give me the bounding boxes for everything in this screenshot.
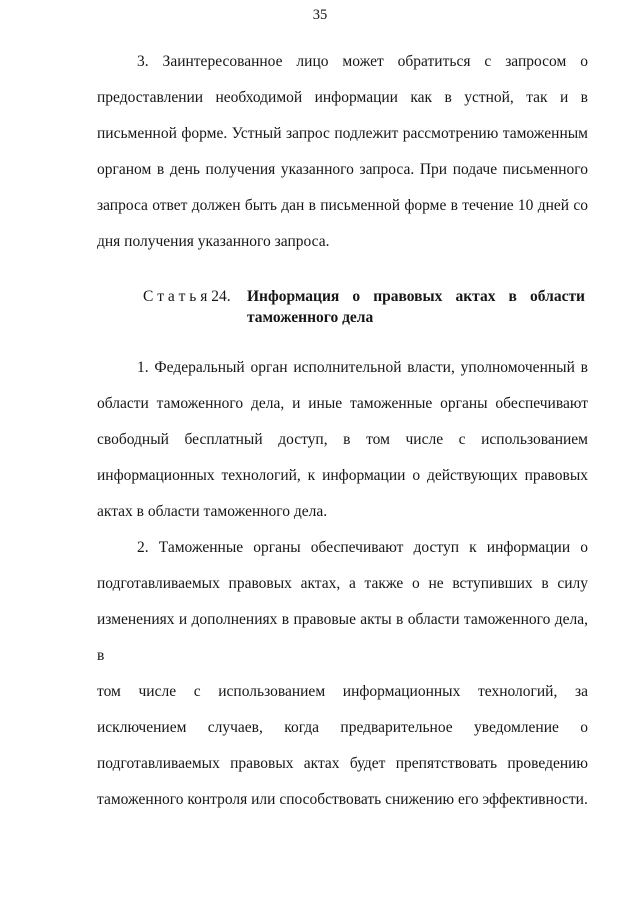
article-24-heading bbox=[97, 286, 588, 328]
paragraph-line: подготавливаемых правовых актах, а также о не вступивших в силу bbox=[97, 575, 588, 592]
paragraph-line: исключением случаев, когда предварительное уведомление о bbox=[97, 719, 588, 736]
paragraph-line: свободный бесплатный доступ, в том числе с использованием bbox=[97, 431, 588, 448]
page-number: 35 bbox=[312, 7, 328, 23]
paragraph-line: запроса ответ должен быть дан в письменной форме в течение 10 дней со bbox=[97, 197, 588, 214]
page-content bbox=[97, 44, 588, 818]
paragraph-line: предоставлении необходимой информации как в устной, так и в bbox=[97, 89, 588, 106]
paragraph-line: письменной форме. Устный запрос подлежит рассмотрению таможенным bbox=[97, 125, 588, 142]
paragraph-line: актах в области таможенного дела. bbox=[97, 503, 328, 520]
paragraph-line: изменениях и дополнениях в правовые акты в области таможенного дела, в bbox=[97, 611, 588, 664]
article-title-line: таможенного дела bbox=[247, 309, 374, 326]
paragraph-item-3 bbox=[97, 44, 588, 260]
paragraph-item-1 bbox=[97, 350, 588, 530]
paragraph-line: подготавливаемых правовых актах будет препятствовать проведению bbox=[97, 755, 588, 772]
paragraph-line: 1. Федеральный орган исполнительной власти, уполномоченный в bbox=[137, 359, 588, 376]
article-heading-title bbox=[247, 286, 585, 328]
paragraph-line: области таможенного дела, и иные таможенные органы обеспечивают bbox=[97, 395, 588, 412]
paragraph-line: том числе с использованием информационных технологий, за bbox=[97, 683, 588, 700]
paragraph-item-2 bbox=[97, 530, 588, 818]
paragraph-line: 2. Таможенные органы обеспечивают доступ к информации о bbox=[137, 539, 588, 556]
article-heading-label: С т а т ь я 24. bbox=[143, 288, 231, 305]
article-title-line: Информация о правовых актах в области bbox=[247, 288, 585, 305]
paragraph-line: 3. Заинтересованное лицо может обратиться с запросом о bbox=[137, 53, 588, 70]
paragraph-line: информационных технологий, к информации о действующих правовых bbox=[97, 467, 588, 484]
paragraph-line: дня получения указанного запроса. bbox=[97, 233, 330, 250]
paragraph-line: таможенного контроля или способствовать снижению его эффективности. bbox=[97, 791, 588, 808]
paragraph-line: органом в день получения указанного запроса. При подаче письменного bbox=[97, 161, 588, 178]
